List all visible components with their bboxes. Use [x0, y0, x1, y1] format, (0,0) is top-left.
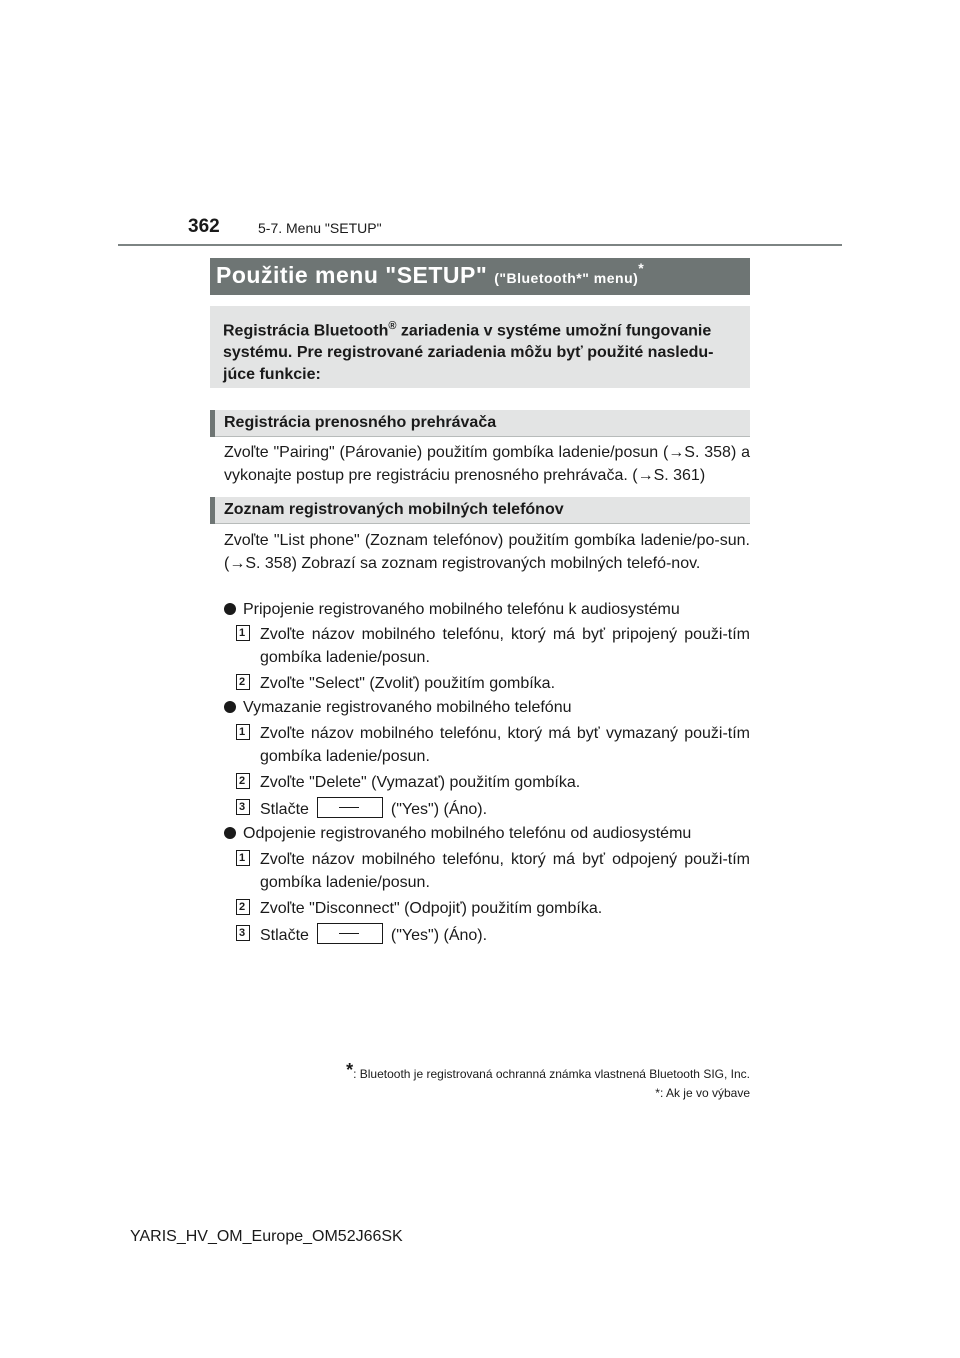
paragraph-phones: Zvoľte "List phone" (Zoznam telefónov) použitím gombíka ladenie/po-sun. (→S. 358) Zobrazí sa zoznam registrovaných mobilných telefó-nov.: [224, 532, 750, 572]
header-rule: [118, 244, 842, 246]
section-title-bar: [210, 258, 750, 295]
footnote-star-mark: *: [346, 1060, 354, 1080]
bullet-dot-icon: [224, 701, 236, 713]
footnote-star-mark: *: [655, 1086, 660, 1100]
step-text: Stlačte ("Yes") (Áno).: [260, 797, 750, 821]
bullet-connect: Pripojenie registrovaného mobilného telefónu k audiosystému: [224, 598, 680, 621]
running-head: 5-7. Menu "SETUP": [258, 220, 382, 236]
step-text: Stlačte ("Yes") (Áno).: [260, 923, 750, 947]
bullet-delete: Vymazanie registrovaného mobilného telefónu: [224, 696, 572, 719]
step-number: 3: [236, 799, 250, 815]
yes-button-icon: [317, 797, 383, 818]
section-title-sub: ("Bluetooth*" menu): [494, 270, 639, 286]
step-number: 2: [236, 899, 250, 915]
intro-box: [210, 306, 750, 388]
intro-text: Registrácia Bluetooth® zariadenia v systéme umožní fungovanie systému. Pre registrované zariadenia môžu byť použité nasledu-júce funkcie:: [223, 320, 714, 384]
yes-button-icon: [317, 923, 383, 944]
bullet-dot-icon: [224, 603, 236, 615]
step-number: 1: [236, 850, 250, 866]
step-text: Zvoľte "Delete" (Vymazať) použitím gombíka.: [260, 774, 581, 791]
document-id: YARIS_HV_OM_Europe_OM52J66SK: [130, 1228, 403, 1245]
page-number: 362: [188, 216, 220, 237]
step-number: 1: [236, 724, 250, 740]
step-number: 3: [236, 925, 250, 941]
registered-mark: ®: [388, 320, 397, 332]
step-text: Zvoľte názov mobilného telefónu, ktorý má byť odpojený použi-tím gombíka ladenie/posun.: [260, 851, 750, 891]
bullet-disconnect: Odpojenie registrovaného mobilného telefónu od audiosystému: [224, 822, 691, 845]
footnote-optional: *: Ak je vo výbave: [655, 1086, 750, 1100]
step-text: Zvoľte "Select" (Zvoliť) použitím gombíka.: [260, 675, 556, 692]
section-title-main: Použitie menu "SETUP": [216, 262, 488, 288]
step-text: Zvoľte názov mobilného telefónu, ktorý má byť vymazaný použi-tím gombíka ladenie/posun.: [260, 725, 750, 765]
section-title: [216, 262, 644, 289]
step-number: 1: [236, 625, 250, 641]
step-number: 2: [236, 773, 250, 789]
step-text: Zvoľte názov mobilného telefónu, ktorý má byť pripojený použi-tím gombíka ladenie/posun.: [260, 626, 750, 666]
bullet-dot-icon: [224, 827, 236, 839]
step-number: 2: [236, 674, 250, 690]
subsection-heading-phones: Zoznam registrovaných mobilných telefónov: [210, 497, 750, 524]
paragraph-player: Zvoľte "Pairing" (Párovanie) použitím gombíka ladenie/posun (→S. 358) a vykonajte postup pre registráciu prenosného prehrávača. (→S. 361): [224, 444, 750, 484]
step-text: Zvoľte "Disconnect" (Odpojiť) použitím gombíka.: [260, 900, 603, 917]
footnote-trademark: *: Bluetooth je registrovaná ochranná známka vlastnená Bluetooth SIG, Inc.: [346, 1060, 750, 1081]
optional-star-mark: *: [638, 260, 645, 276]
subsection-heading-player: Registrácia prenosného prehrávača: [210, 410, 750, 437]
